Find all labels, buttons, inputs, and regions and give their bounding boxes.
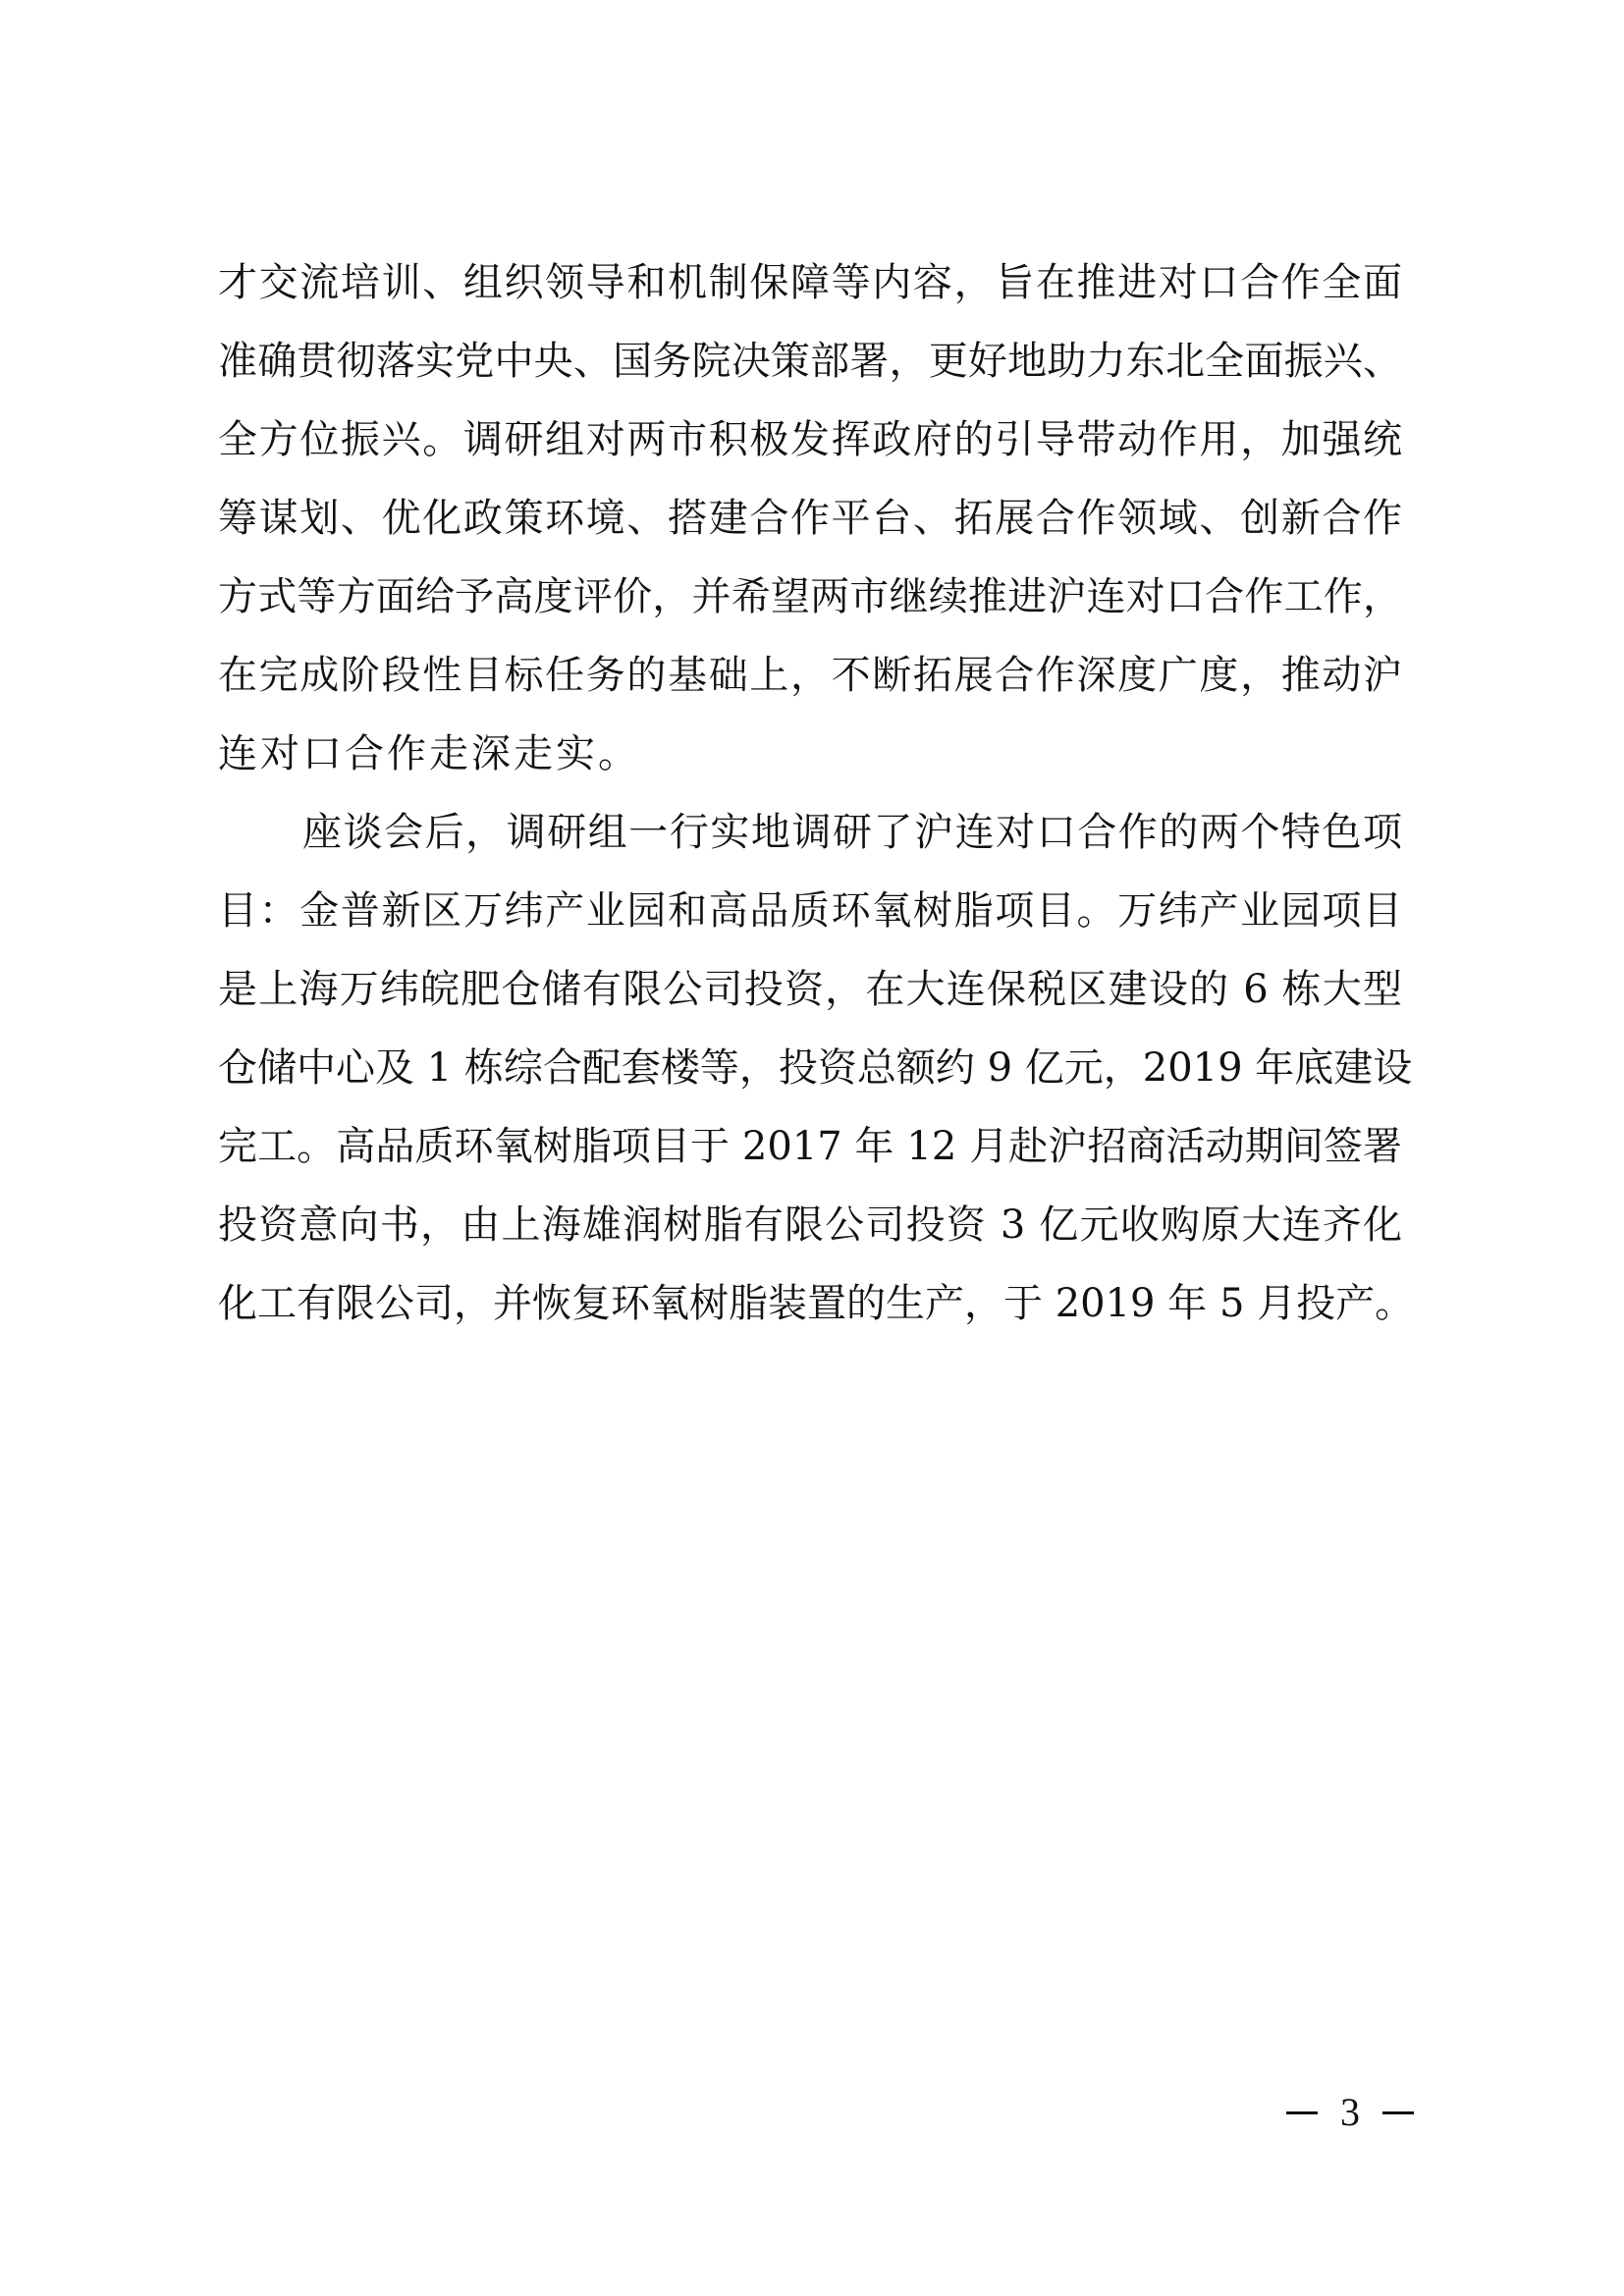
paragraph-1-line-6: 在完成阶段性目标任务的基础上，不断拓展合作深度广度，推动沪 <box>218 653 1402 698</box>
paragraph-2-line-7: 化工有限公司，并恢复环氧树脂装置的生产，于 2019 年 5 月投产。 <box>218 1281 1415 1326</box>
paragraph-2-line-1: 座谈会后，调研组一行实地调研了沪连对口合作的两个特色项 <box>302 810 1402 855</box>
dash-right <box>1382 2111 1414 2114</box>
paragraph-1-line-3: 全方位振兴。调研组对两市积极发挥政府的引导带动作用，加强统 <box>218 417 1402 462</box>
page-number-value: 3 <box>1340 2090 1360 2134</box>
paragraph-1-line-1: 才交流培训、组织领导和机制保障等内容，旨在推进对口合作全面 <box>218 260 1402 305</box>
paragraph-2-line-4: 仓储中心及 1 栋综合配套楼等，投资总额约 9 亿元，2019 年底建设 <box>218 1045 1413 1091</box>
paragraph-1-line-2: 准确贯彻落实党中央、国务院决策部署，更好地助力东北全面振兴、 <box>218 339 1402 384</box>
paragraph-2-line-5: 完工。高品质环氧树脂项目于 2017 年 12 月赴沪招商活动期间签署 <box>218 1124 1402 1169</box>
paragraph-1-line-5: 方式等方面给予高度评价，并希望两市继续推进沪连对口合作工作， <box>218 574 1402 619</box>
page-number <box>1286 2089 1414 2136</box>
paragraph-2-line-2: 目：金普新区万纬产业园和高品质环氧树脂项目。万纬产业园项目 <box>218 888 1402 934</box>
paragraph-1-line-7: 连对口合作走深走实。 <box>218 731 640 776</box>
dash-left <box>1286 2111 1318 2114</box>
paragraph-1-line-4: 筹谋划、优化政策环境、搭建合作平台、拓展合作领域、创新合作 <box>218 496 1402 541</box>
paragraph-2-line-6: 投资意向书，由上海雄润树脂有限公司投资 3 亿元收购原大连齐化 <box>218 1202 1402 1248</box>
body-text <box>218 259 1415 1359</box>
paragraph-2-line-3: 是上海万纬皖肥仓储有限公司投资，在大连保税区建设的 6 栋大型 <box>218 967 1402 1012</box>
